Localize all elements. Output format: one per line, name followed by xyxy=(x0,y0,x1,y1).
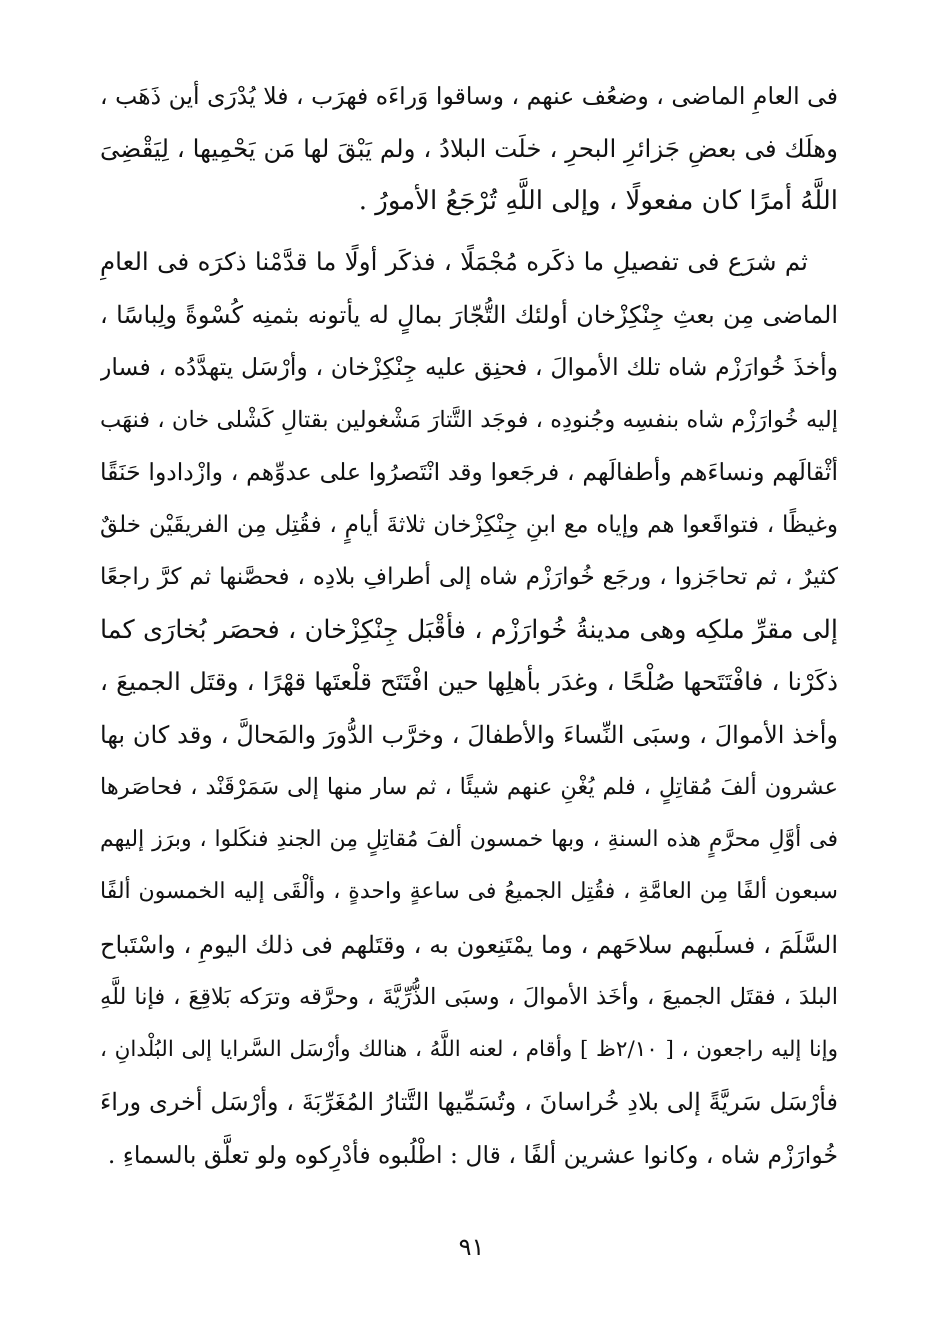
text-line: الماضى مِن بعثِ جِنْكِزْخان أولئك التُّجّارَ بمالٍ له يأتونه بثمنِه كُسْوةً ولِباسًا ، xyxy=(100,300,838,329)
text-line: إليه خُوارَزْم شاه بنفسِه وجُنودِه ، فوجَد التَّتارَ مَشْغولين بقتالِ كَشْلى خان ، فنهَب xyxy=(100,406,838,433)
paragraph-2 xyxy=(100,236,838,1181)
text-line: فأرْسَل سَريَّةً إلى بلادِ خُراسانَ ، وتُسَمِّيها التَّتارُ المُغَرِّبَةَ ، وأرْسَل أخرى وراءَ xyxy=(100,1088,838,1116)
text-line: وأخذ الأموالَ ، وسبَى النِّساءَ والأطفالَ ، وخرَّب الدُّورَ والمَحالَّ ، وقد كان بها xyxy=(100,720,838,749)
text-line: كثيرٌ ، ثم تحاجَزوا ، ورجَع خُوارَزْم شاه إلى أطرافِ بلادِه ، فحصَّنها ثم كرَّ راجعًا xyxy=(100,564,838,590)
text-line: سبعون ألفًا مِن العامَّةِ ، فقُتِل الجميعُ فى ساعةٍ واحدةٍ ، وألْقَى إليه الخمسون ألفًا xyxy=(100,879,838,904)
text-line: وإنا إليه راجعون ، [ ٢/١٠ظ ] وأقام ، لعنه اللَّهُ ، هنالك وأرْسَل السَّرايا إلى البُلْدانِ ، xyxy=(100,1036,838,1062)
text-line: خُوارَزْم شاه ، وكانوا عشرين ألفًا ، قال : اطْلُبوه فأدْرِكوه ولو تعلَّق بالسماءِ . xyxy=(107,1140,838,1169)
text-line: السَّلَمَ ، فسلَبهم سلاحَهم ، وما يمْتَنِعون به ، وقتَلهم فى ذلك اليومِ ، واسْتَباح xyxy=(100,930,838,959)
text-line: فى العامِ الماضى ، وضعُف عنهم ، وساقوا وَراءَه فهرَب ، فلا يُدْرَى أين ذَهَب ، xyxy=(100,82,838,110)
page-number: ٩١ xyxy=(458,1233,485,1261)
text-line: وهلَك فى بعضِ جَزائرِ البحرِ ، خلَت البلادُ ، ولم يَبْقَ لها مَن يَحْمِيها ، لِيَقْضِىَ xyxy=(100,133,838,163)
text-line: عشرون ألفَ مُقاتِلٍ ، فلم يُغْنِ عنهم شيئًا ، ثم سار منها إلى سَمَرْقَنْد ، فحاصَرها xyxy=(100,774,838,800)
text-line: ثم شرَع فى تفصيلِ ما ذكَره مُجْمَلًا ، فذكَر أولًا ما قدَّمْنا ذكرَه فى العامِ xyxy=(100,247,808,276)
text-line: البلدَ ، فقتَل الجميعَ ، وأخَذ الأموالَ ، وسبَى الذُّرِّيَّةَ ، وحرَّقه وترَكه بَلاقِعَ ، فإنا للَّهِ xyxy=(100,984,838,1010)
paragraph-1 xyxy=(100,70,838,228)
text-line: وغيظًا ، فتواقَعوا هم وإياه مع ابنِ جِنْكِزْخان ثلاثةَ أيامٍ ، فقُتِل مِن الفريقَيْن خلقٌ xyxy=(100,511,838,538)
text-line: وأخذَ خُوارَزْم شاه تلك الأموالَ ، فحنِق عليه جِنْكِزْخان ، وأرْسَل يتهدَّدُه ، فسار xyxy=(100,353,838,381)
text-line: ذكَرْنا ، فافْتَتَحها صُلْحًا ، وغدَر بأهلِها حين افْتَتَح قلْعتَها قهْرًا ، وقتَل الجميعَ ، xyxy=(100,667,838,696)
text-line: فى أوَّلِ محرَّمٍ هذه السنةِ ، وبها خمسون ألفَ مُقاتِلٍ مِن الجندِ فنكَلوا ، وبرَز إليهم xyxy=(100,826,838,852)
text-line: إلى مقرِّ ملكِه وهى مدينةُ خُوارَزْم ، فأقْبَل جِنْكِزْخان ، فحصَر بُخارَى كما xyxy=(100,614,838,645)
text-line: اللَّهُ أمرًا كان مفعولًا ، وإلى اللَّهِ تُرْجَعُ الأمورُ . xyxy=(358,186,838,216)
text-line: أثْقالَهم ونساءَهم وأطفالَهم ، فرجَعوا وقد انْتَصرُوا على عدوِّهم ، وازْدادوا حَنَقًا xyxy=(100,458,838,486)
